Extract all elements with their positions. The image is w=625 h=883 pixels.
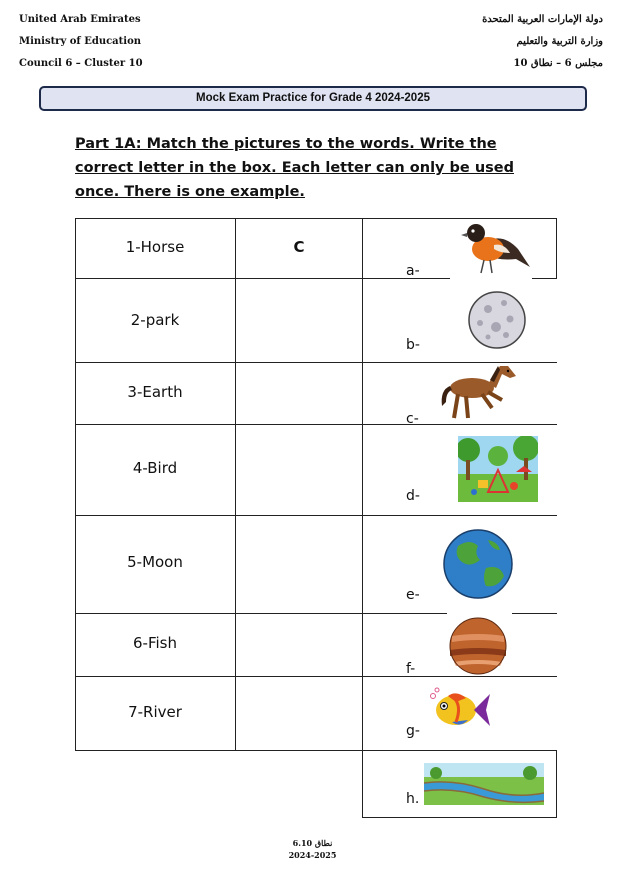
option-letter-f: f- xyxy=(406,661,416,677)
ministry-name: Ministry of Education xyxy=(19,36,142,47)
option-letter-a: a- xyxy=(406,263,420,279)
horse-icon xyxy=(436,362,520,422)
fish-icon xyxy=(428,684,494,734)
word-4: 4-Bird xyxy=(132,459,178,477)
word-1: 1-Horse xyxy=(125,238,185,256)
country-name: United Arab Emirates xyxy=(19,14,141,25)
ministry-name-arabic: وزارة التربية والتعليم xyxy=(516,36,603,47)
word-5: 5-Moon xyxy=(127,553,183,571)
option-letter-d: d- xyxy=(406,488,420,504)
option-letter-b: b- xyxy=(406,337,420,353)
word-7: 7-River xyxy=(128,703,182,721)
option-letter-e: e- xyxy=(406,587,420,603)
option-letter-c: c- xyxy=(406,411,419,427)
river-icon xyxy=(424,763,544,805)
word-3: 3-Earth xyxy=(127,383,183,401)
footer-cluster: نطاق 6.10 xyxy=(292,838,333,848)
planet-icon xyxy=(448,616,508,676)
council-name-arabic: مجلس 6 – نطاق 10 xyxy=(513,58,603,69)
instructions: Part 1A: Match the pictures to the words. Write the correct letter in the box. Each letter can only be used once. There is one example. xyxy=(75,136,514,200)
country-name-arabic: دولة الإمارات العربية المتحدة xyxy=(482,14,603,25)
word-6: 6-Fish xyxy=(133,634,177,652)
header-left xyxy=(19,10,143,76)
exam-title-banner: Mock Exam Practice for Grade 4 2024-2025 xyxy=(39,86,587,111)
header-right xyxy=(482,10,603,76)
word-2: 2-park xyxy=(130,311,180,329)
footer-year: 2024-2025 xyxy=(288,850,337,860)
moon-icon xyxy=(466,289,528,351)
park-icon xyxy=(458,436,538,502)
bird-icon xyxy=(458,219,532,277)
option-letter-g: g- xyxy=(406,723,420,739)
option-letter-h: h. xyxy=(406,791,420,807)
council-name: Council 6 – Cluster 10 xyxy=(19,58,143,69)
answer-box-1[interactable]: C xyxy=(293,238,305,256)
earth-icon xyxy=(442,528,514,600)
